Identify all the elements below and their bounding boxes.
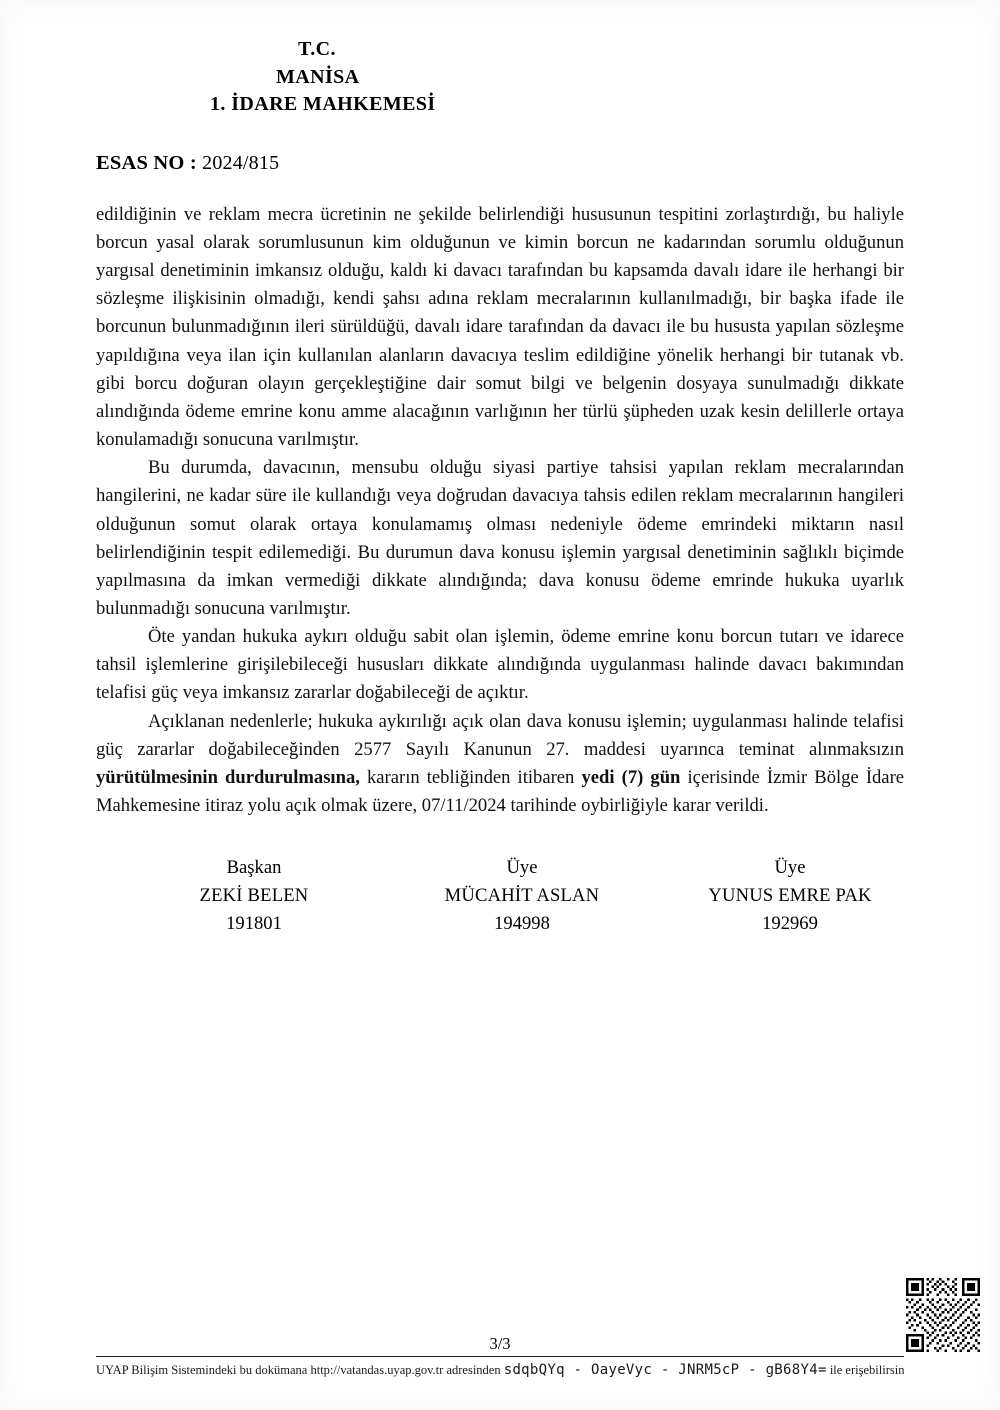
signature-name: YUNUS EMRE PAK: [708, 885, 872, 907]
footer-text-before: UYAP Bilişim Sistemindeki bu dokümana http://vatandas.uyap.gov.tr adresinden: [96, 1363, 504, 1377]
final-part-2: kararın tebliğinden itibaren: [359, 766, 582, 788]
footer-divider: [96, 1356, 904, 1357]
paragraph-1: edildiğinin ve reklam mecra ücretinin ne şekilde belirlendiği hususunun tespitini zorlaştırdığı, bu haliyle borcun yasal olarak sorumlusunun kim olduğunun ve kimin borcun ne kadarından sorumlu olduğunun yargısal denetiminin imkansız olduğu, kaldı ki davacı tarafından bu kapsamda davalı idare ile herhangi bir sözleşme ilişkisinin olmadığı, kendi şahsı adına reklam mecralarının kullanılmadığı, bir başka ifade ile borcunun bulunmadığının ileri sürüldüğü, davalı idare tarafından da davacı ile bu hususta yapılan sözleşme yapıldığına veya ilan için kullanılan alanların davacıya teslim edildiğine yönelik herhangi bir tutanak vb. gibi borcu doğuran olayın gerçekleştiğine dair somut bilgi ve belgenin dosyaya sunulmadığı dikkate alındığında ödeme emrine konu amme alacağının varlığının her türlü şüpheden uzak kesin delillerle ortaya konulamadığı sonucuna varılmıştır.: [96, 203, 904, 451]
final-part-3: içerisinde İzmir Bölge İdare Mahkemesine itiraz yolu açık olmak üzere, 07/11/2024 tarihinde oybirliğiyle karar verildi.: [96, 766, 905, 817]
signature-name: MÜCAHİT ASLAN: [444, 885, 600, 907]
case-number-value: 2024/815: [202, 151, 280, 174]
signature-role: Üye: [774, 857, 806, 879]
paragraph-final: [96, 708, 904, 821]
signature-role: Başkan: [226, 857, 282, 879]
page-footer: [96, 1334, 904, 1378]
signature-name: ZEKİ BELEN: [199, 885, 309, 907]
signature-entry: [120, 854, 388, 938]
final-bold-1: yürütülmesinin durdurulmasına,: [96, 766, 360, 788]
signature-id: 192969: [762, 913, 818, 934]
final-bold-2: yedi (7) gün: [581, 766, 681, 788]
signature-id: 191801: [226, 913, 282, 934]
decision-body: [96, 201, 904, 820]
court-header-line-2: MANİSA: [276, 65, 360, 88]
case-number: [96, 152, 904, 175]
paragraph-2: Bu durumda, davacının, mensubu olduğu siyasi partiye tahsisi yapılan reklam mecralarından hangilerini, ne kadar süre ile kullandığı veya doğrudan davacıya tahsis edilen reklam mecralarının hangileri olduğunun somut olarak ortaya konulamamış olması nedeniyle ödeme emrindeki miktarın nasıl belirlendiğinin tespit edilemediği. Bu durumun dava konusu işlemin yargısal denetiminin sağlıklı biçimde yapılmasına da imkan vermediği dikkate alındığında; dava konusu ödeme emrinde hukuka uyarlık bulunmadığı sonucuna varılmıştır.: [96, 457, 904, 619]
final-part-1: Açıklanan nedenlerle; hukuka aykırılığı açık olan dava konusu işlemin; uygulanması halinde telafisi güç zararlar doğabileceğinden 2577 Sayılı Kanunun 27. maddesi uyarınca teminat alınmaksızın: [96, 710, 904, 760]
signature-id: 194998: [494, 913, 550, 934]
court-header-line-1: T.C.: [298, 38, 336, 60]
paragraph-3: Öte yandan hukuka aykırı olduğu sabit olan işlemin, ödeme emrine konu borcun tutarı ve idarece tahsil işlemlerine girişilebileceği hususları dikkate alındığında uygulanması halinde davacı bakımından telafisi güç veya imkansız zararlar doğabileceği de açıktır.: [96, 626, 904, 704]
qr-code-icon: [906, 1278, 980, 1352]
page-number: 3/3: [489, 1334, 511, 1353]
case-number-label: ESAS NO :: [96, 151, 197, 174]
document-content: [96, 36, 904, 938]
footer-verification-code: sdqbQYq - OayeVyc - JNRM5cP - gB68Y4=: [503, 1362, 827, 1378]
signature-block: [96, 854, 904, 938]
signature-entry: [656, 854, 924, 938]
signature-role: Üye: [506, 857, 538, 879]
court-header: [200, 36, 904, 119]
court-header-line-3: 1. İDARE MAHKEMESİ: [210, 93, 436, 116]
signature-entry: [388, 854, 656, 938]
footer-verification-text: [96, 1362, 904, 1378]
footer-text-after: ile erişebilirsin: [826, 1363, 905, 1377]
